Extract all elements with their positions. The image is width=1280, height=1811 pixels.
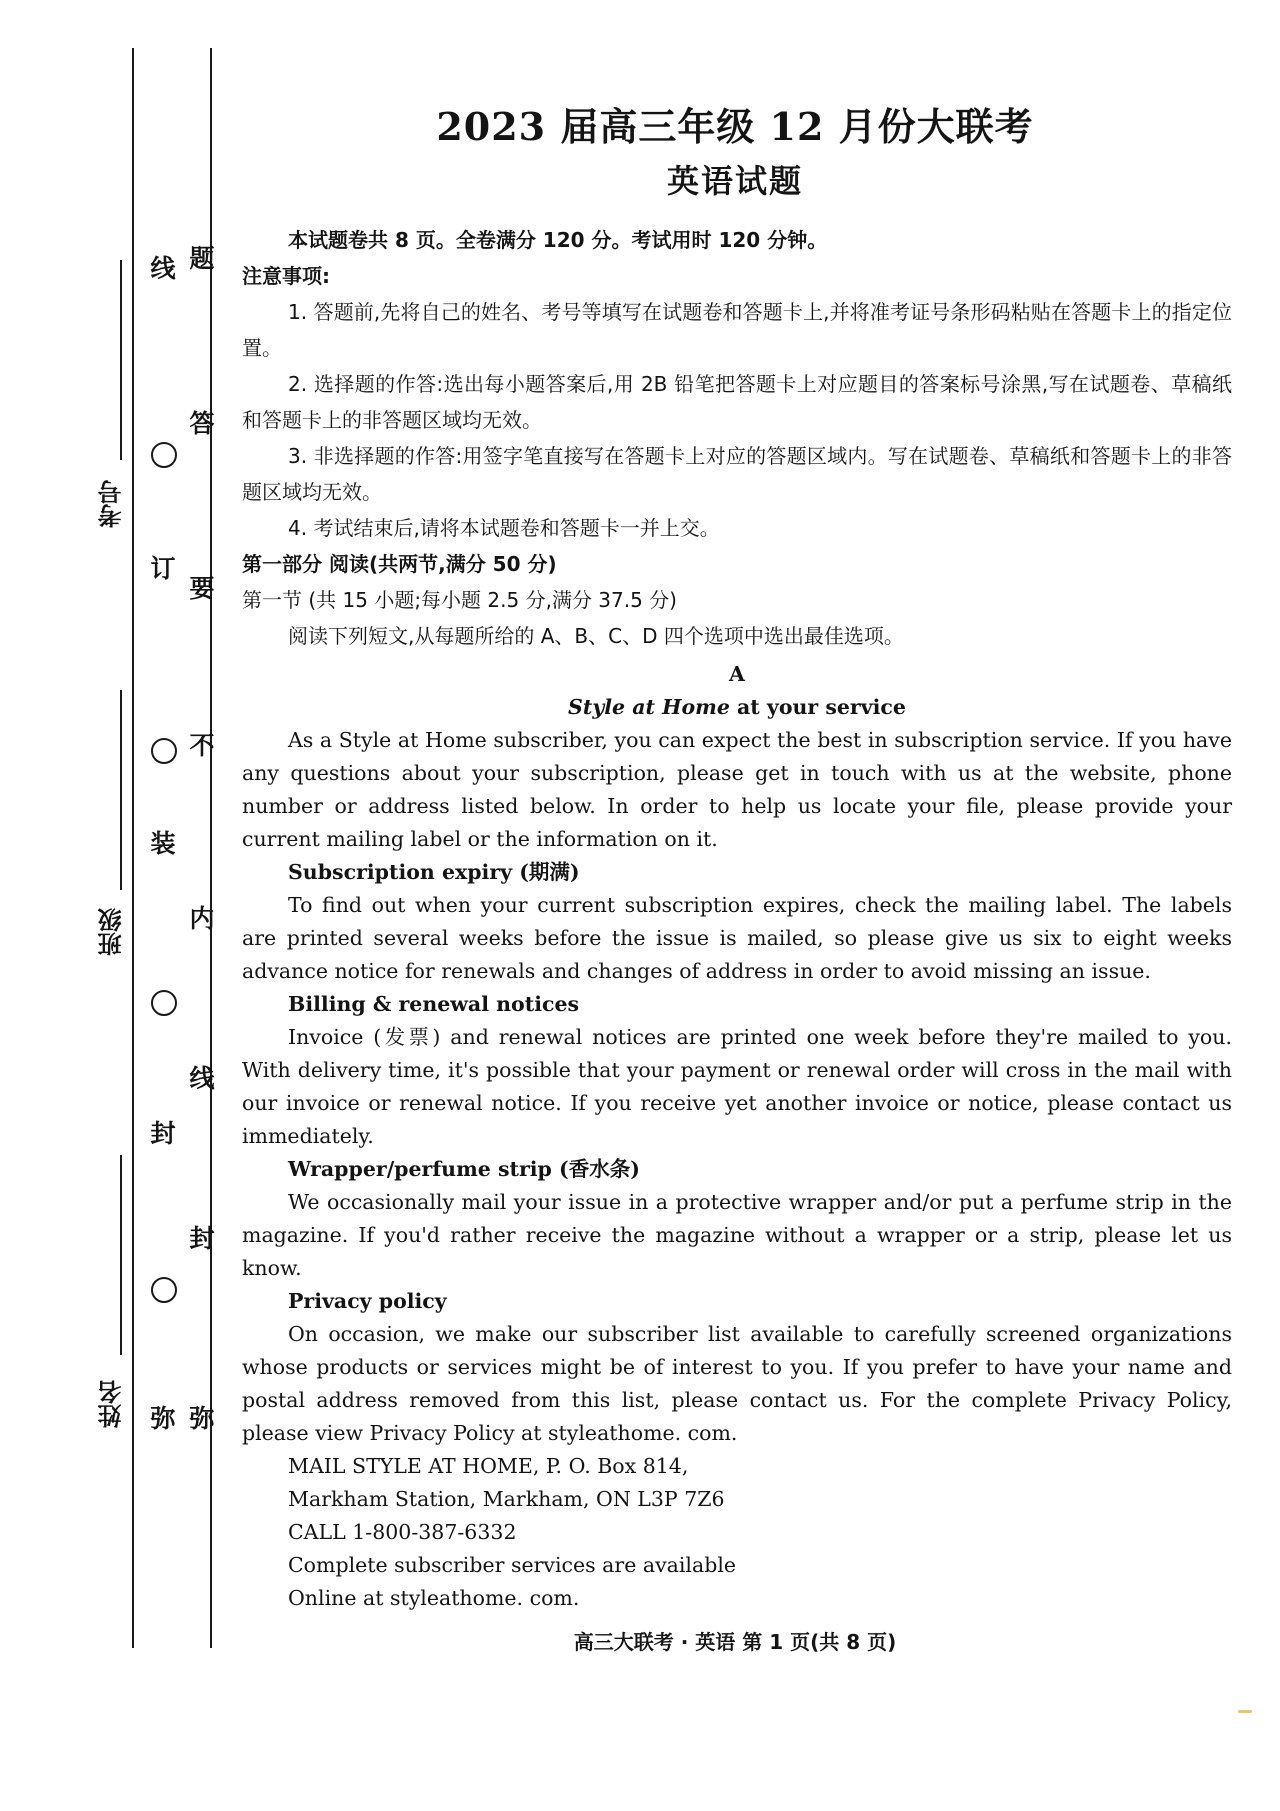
contact-line: MAIL STYLE AT HOME, P. O. Box 814, — [288, 1454, 689, 1478]
passage-title-rest: at your service — [729, 695, 906, 719]
class-line — [120, 690, 122, 890]
exam-number-line — [120, 260, 122, 460]
passage-title — [242, 691, 1232, 724]
contact-line: Online at styleathome. com. — [288, 1586, 580, 1610]
passage-title-italic: Style at Home — [568, 695, 730, 719]
notes-heading: 注意事项: — [242, 264, 330, 288]
contact-line: Markham Station, Markham, ON L3P 7Z6 — [288, 1487, 725, 1511]
margin-circle — [151, 990, 177, 1016]
passage-letter: A — [729, 662, 745, 686]
margin-char: 要 — [189, 574, 215, 603]
section-body: Invoice (发票) and renewal notices are printed one week before they're mailed to you. With delivery time, it's possible that your payment or renewal order will cross in the mail with our invoice or renewal notice. If you receive yet another invoice or notice, please contact us immediately. — [242, 1025, 1232, 1148]
margin-char: 封 — [150, 1119, 176, 1148]
note-item: 2. 选择题的作答:选出每小题答案后,用 2B 铅笔把答题卡上对应题目的答案标号涂黑,写在试题卷、草稿纸和答题卡上的非答题区域均无效。 — [242, 372, 1232, 432]
page-footer: 高三大联考 · 英语 第 1 页(共 8 页) — [573, 1630, 897, 1654]
exam-number-label: 考号 — [98, 480, 126, 528]
margin-char: 装 — [150, 829, 176, 858]
margin-char: 弥 — [189, 1404, 215, 1433]
section-heading: Privacy policy — [288, 1289, 447, 1313]
margin-circle — [151, 442, 177, 468]
margin-char: 订 — [150, 554, 176, 583]
section-heading: Wrapper/perfume strip (香水条) — [288, 1157, 640, 1181]
section-body: To find out when your current subscription expires, check the mailing label. The labels are printed several weeks before the issue is mailed, so please give us six to eight weeks advance notice for renewals and changes of address in order to avoid missing an issue. — [242, 893, 1232, 983]
name-line — [120, 1155, 122, 1355]
margin-char: 封 — [189, 1224, 215, 1253]
margin-circle — [151, 1277, 177, 1303]
margin-char: 不 — [189, 731, 215, 760]
note-item: 1. 答题前,先将自己的姓名、考号等填写在试题卷和答题卡上,并将准考证号条形码粘贴在答题卡上的指定位置。 — [242, 300, 1232, 360]
note-item: 4. 考试结束后,请将本试题卷和答题卡一并上交。 — [288, 516, 720, 540]
contact-line: Complete subscriber services are available — [288, 1553, 737, 1577]
instructions-block — [242, 222, 1232, 654]
exam-subtitle: 英语试题 — [666, 162, 803, 200]
passage-intro: As a Style at Home subscriber, you can expect the best in subscription service. If you have any questions about your subscription, please get in touch with us at the website, phone number or address listed below. In order to help us locate your file, please provide your current mailing label or the information on it. — [242, 728, 1232, 851]
section-heading: Subscription expiry (期满) — [288, 860, 580, 884]
exam-title: 2023 届高三年级 12 月份大联考 — [436, 104, 1034, 149]
section-heading: Billing & renewal notices — [288, 992, 580, 1016]
margin-char: 弥 — [150, 1404, 176, 1433]
margin-char: 线 — [189, 1064, 215, 1093]
margin-char: 题 — [189, 244, 215, 273]
reading-instruction: 阅读下列短文,从每题所给的 A、B、C、D 四个选项中选出最佳选项。 — [288, 624, 904, 648]
part-heading: 第一部分 阅读(共两节,满分 50 分) — [242, 552, 557, 576]
section-heading: 第一节 (共 15 小题;每小题 2.5 分,满分 37.5 分) — [242, 588, 677, 612]
name-label: 姓名 — [98, 1380, 126, 1428]
passage-a — [242, 658, 1232, 1615]
class-label: 班级 — [98, 908, 126, 956]
margin-char: 线 — [150, 254, 176, 283]
note-item: 3. 非选择题的作答:用签字笔直接写在答题卡上对应的答题区域内。写在试题卷、草稿纸和答题卡上的非答题区域均无效。 — [242, 444, 1232, 504]
binding-line-outer — [132, 48, 134, 1648]
scan-mark — [1238, 1710, 1252, 1713]
section-body: On occasion, we make our subscriber list available to carefully screened organizations whose products or services might be of interest to you. If you prefer to have your name and postal address removed from this list, please contact us. For the complete Privacy Policy, please view Privacy Policy at styleathome. com. — [242, 1322, 1232, 1445]
margin-circle — [151, 738, 177, 764]
margin-char: 内 — [189, 904, 215, 933]
contact-line: CALL 1-800-387-6332 — [288, 1520, 517, 1544]
exam-info: 本试题卷共 8 页。全卷满分 120 分。考试用时 120 分钟。 — [288, 228, 828, 252]
margin-char: 答 — [189, 409, 215, 438]
section-body: We occasionally mail your issue in a protective wrapper and/or put a perfume strip in the magazine. If you'd rather receive the magazine without a wrapper or a strip, please let us know. — [242, 1190, 1232, 1280]
